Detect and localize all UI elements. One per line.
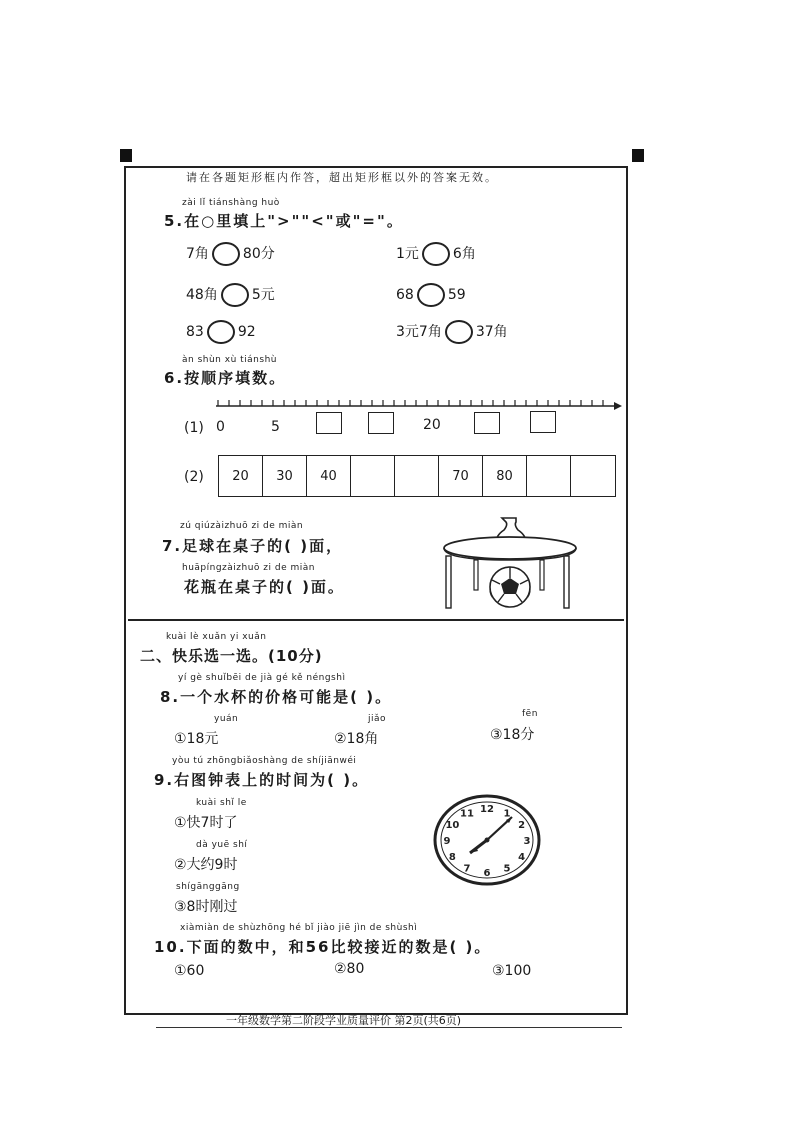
- clock-number: 3: [523, 836, 531, 847]
- clock-number: 12: [480, 804, 494, 815]
- page-footer: 一年级数学第二阶段学业质量评价 第2页(共6页): [226, 1014, 462, 1027]
- q9-option-3[interactable]: ③8时刚过: [174, 899, 238, 915]
- q6-title: 6.按顺序填数。: [164, 369, 287, 387]
- q6-part2-label: (2): [184, 469, 204, 485]
- sequence-cell: 70: [439, 456, 483, 496]
- number-line-answer-box[interactable]: [316, 412, 342, 434]
- q8-option-2[interactable]: ②18角: [334, 731, 379, 747]
- sequence-cell: 80: [483, 456, 527, 496]
- q5-item-5: [186, 320, 256, 344]
- q8-pinyin: yí gè shuǐbēi de jià gé kě néngshì: [178, 673, 346, 683]
- q5-item-1-right: 80分: [242, 246, 275, 262]
- sequence-cell: 30: [263, 456, 307, 496]
- q5-item-6-right: 37角: [475, 324, 508, 340]
- sequence-cell[interactable]: [571, 456, 615, 496]
- q5-item-6-left: 3元7角: [396, 324, 442, 340]
- q7-line-1: 7.足球在桌子的( )面，: [162, 537, 344, 555]
- q10-option-1[interactable]: ①60: [174, 963, 205, 979]
- q10-option-2[interactable]: ②80: [334, 961, 365, 977]
- sequence-cell[interactable]: [395, 456, 439, 496]
- q9-title: 9.右图钟表上的时间为( )。: [154, 771, 370, 789]
- section-divider: [128, 619, 624, 621]
- tick-label-0: 0: [216, 419, 225, 435]
- tick-label-20: 20: [423, 417, 441, 433]
- q8-option-2-pinyin: jiǎo: [368, 714, 387, 724]
- clock-number: 1: [503, 808, 511, 820]
- clock-number: 5: [503, 863, 511, 875]
- compare-circle[interactable]: [422, 242, 450, 266]
- q6-pinyin: àn shùn xù tiánshù: [182, 355, 277, 365]
- sequence-cell[interactable]: [527, 456, 571, 496]
- q9-option-3-pinyin: shígānggāng: [176, 882, 240, 892]
- number-line: [212, 396, 622, 416]
- q5-item-2: [396, 242, 476, 266]
- registration-mark-left: [120, 149, 132, 162]
- clock-number: 11: [460, 808, 474, 820]
- clock-face: [432, 793, 542, 887]
- q5-item-2-left: 1元: [396, 246, 419, 262]
- q9-option-1-pinyin: kuài shǐ le: [196, 798, 247, 808]
- q9-pinyin: yòu tú zhōngbiǎoshàng de shíjiānwéi: [172, 756, 357, 766]
- compare-circle[interactable]: [212, 242, 240, 266]
- q5-item-1-left: 7角: [186, 246, 209, 262]
- q10-option-3[interactable]: ③100: [492, 963, 532, 979]
- q10-pinyin: xiàmiàn de shùzhōng hé bǐ jiào jiē jìn de shùshì: [180, 923, 418, 933]
- clock-number: 2: [518, 820, 526, 831]
- q5-item-4-left: 68: [396, 287, 414, 303]
- q9-option-1[interactable]: ①快7时了: [174, 815, 238, 831]
- q7-pinyin-2: huāpíngzàizhuō zi de miàn: [182, 563, 315, 573]
- q8-title: 8.一个水杯的价格可能是( )。: [160, 688, 393, 706]
- q5-item-3: [186, 283, 275, 307]
- clock-number: 10: [445, 820, 460, 831]
- q8-option-3-pinyin: fēn: [522, 709, 538, 719]
- q5-item-6: [396, 320, 508, 344]
- section2-pinyin: kuài lè xuǎn yi xuǎn: [166, 632, 267, 642]
- q5-item-3-left: 48角: [186, 287, 218, 303]
- q5-item-5-right: 92: [237, 324, 256, 340]
- section2-title: 二、快乐选一选。(10分): [140, 647, 323, 665]
- clock-number: 4: [518, 852, 526, 863]
- q8-option-1[interactable]: ①18元: [174, 731, 219, 747]
- sequence-cell: 40: [307, 456, 351, 496]
- table-vase-ball-illustration: [440, 512, 580, 612]
- q5-item-4-right: 59: [447, 287, 466, 303]
- number-line-answer-box[interactable]: [474, 412, 500, 434]
- number-line-answer-box[interactable]: [530, 411, 556, 433]
- number-sequence-grid: [218, 455, 616, 497]
- q5-item-5-left: 83: [186, 324, 204, 340]
- number-line-answer-box[interactable]: [368, 412, 394, 434]
- q10-title: 10.下面的数中，和56比较接近的数是( )。: [154, 938, 492, 956]
- q5-pinyin: zài lǐ tiánshàng huò: [182, 198, 280, 208]
- sequence-cell[interactable]: [351, 456, 395, 496]
- compare-circle[interactable]: [221, 283, 249, 307]
- q9-option-2-pinyin: dà yuē shí: [196, 840, 248, 850]
- q5-item-1: [186, 242, 275, 266]
- q7-pinyin-1: zú qiúzàizhuō zi de miàn: [180, 521, 304, 531]
- q8-option-3[interactable]: ③18分: [490, 727, 535, 743]
- compare-circle[interactable]: [417, 283, 445, 307]
- sequence-cell: 20: [219, 456, 263, 496]
- clock-number: 9: [443, 836, 451, 847]
- q5-item-4: [396, 283, 466, 307]
- tick-label-5: 5: [271, 419, 280, 435]
- q5-title: 5.在○里填上">""<"或"="。: [164, 212, 404, 230]
- registration-mark-right: [632, 149, 644, 162]
- clock-number: 8: [448, 852, 456, 863]
- clock-number: 7: [463, 863, 471, 875]
- q7-line-2: 花瓶在桌子的( )面。: [184, 578, 345, 596]
- q5-item-3-right: 5元: [251, 287, 275, 303]
- compare-circle[interactable]: [207, 320, 235, 344]
- compare-circle[interactable]: [445, 320, 473, 344]
- footer-rule: [156, 1027, 622, 1028]
- q5-item-2-right: 6角: [452, 246, 476, 262]
- q8-option-1-pinyin: yuán: [214, 714, 239, 724]
- clock-number: 6: [483, 868, 491, 879]
- header-note: 请在各题矩形框内作答，超出矩形框以外的答案无效。: [186, 171, 498, 184]
- q9-option-2[interactable]: ②大约9时: [174, 857, 238, 873]
- q6-part1-label: (1): [184, 420, 204, 436]
